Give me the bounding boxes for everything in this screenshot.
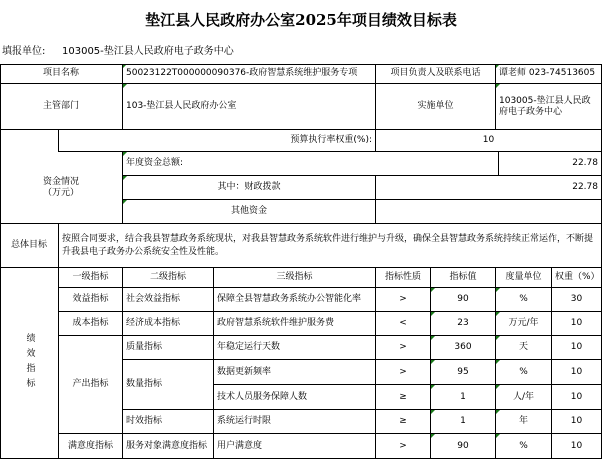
indicator-weight: 10 bbox=[552, 312, 602, 336]
funds-total-value: 22.78 bbox=[499, 152, 602, 176]
indicator-weight: 10 bbox=[552, 336, 602, 360]
indicator-nature: > bbox=[376, 336, 431, 360]
header-weight: 权重（%） bbox=[552, 268, 602, 288]
budget-weight-label: 预算执行率权重(%): bbox=[59, 130, 376, 152]
level2-social: 社会效益指标 bbox=[123, 288, 214, 312]
funds-label: 资金情况 （万元） bbox=[0, 152, 123, 224]
header-level2: 二级指标 bbox=[123, 268, 214, 288]
funds-fiscal-label: 其中：财政拨款 bbox=[123, 176, 376, 200]
indicator-name: 保障全县智慧政务系统办公智能化率 bbox=[214, 288, 376, 312]
indicator-name: 用户满意度 bbox=[214, 434, 376, 459]
indicator-value: 360 bbox=[431, 336, 496, 360]
indicator-unit: 人/年 bbox=[496, 385, 552, 410]
indicator-unit: 万元/年 bbox=[496, 312, 552, 336]
level1-cost: 成本指标 bbox=[59, 312, 123, 336]
indicator-nature: > bbox=[376, 434, 431, 459]
dept-label: 主管部门 bbox=[0, 84, 123, 130]
indicator-nature: ≥ bbox=[376, 410, 431, 434]
perf-label bbox=[0, 268, 59, 459]
level2-quality: 质量指标 bbox=[123, 336, 214, 360]
indicator-name: 技术人员服务保障人数 bbox=[214, 385, 376, 410]
indicator-nature: ≥ bbox=[376, 385, 431, 410]
fill-unit-label: 填报单位: bbox=[2, 46, 46, 57]
page-title: 垫江县人民政府办公室2025年项目绩效目标表 bbox=[145, 11, 457, 29]
project-name-label: 项目名称 bbox=[0, 64, 123, 84]
indicator-unit: 天 bbox=[496, 336, 552, 360]
fill-unit bbox=[2, 45, 234, 65]
level1-output: 产出指标 bbox=[59, 336, 123, 434]
indicator-name: 政府智慧系统软件维护服务费 bbox=[214, 312, 376, 336]
budget-weight-spacer bbox=[0, 130, 59, 152]
indicator-value: 95 bbox=[431, 360, 496, 385]
indicator-nature: > bbox=[376, 360, 431, 385]
perf-label-text: 绩效指标 bbox=[24, 333, 35, 393]
indicator-value: 90 bbox=[431, 434, 496, 459]
indicator-unit: % bbox=[496, 434, 552, 459]
indicator-name: 数据更新频率 bbox=[214, 360, 376, 385]
level2-timeliness: 时效指标 bbox=[123, 410, 214, 434]
indicator-weight: 10 bbox=[552, 434, 602, 459]
indicator-unit: % bbox=[496, 288, 552, 312]
indicator-value: 1 bbox=[431, 410, 496, 434]
funds-fiscal-value: 22.78 bbox=[376, 176, 602, 200]
level2-quantity: 数量指标 bbox=[123, 360, 214, 410]
indicator-weight: 10 bbox=[552, 385, 602, 410]
impl-value: 103005-垫江县人民政府电子政务中心 bbox=[496, 84, 602, 130]
level2-service-satisfaction: 服务对象满意度指标 bbox=[123, 434, 214, 459]
performance-table bbox=[0, 64, 602, 459]
goal-label: 总体目标 bbox=[0, 224, 59, 268]
level2-economic-cost: 经济成本指标 bbox=[123, 312, 214, 336]
dept-value: 103-垫江县人民政府办公室 bbox=[123, 84, 376, 130]
project-name-value: 50023122T000000090376-政府智慧系统维护服务专项 bbox=[123, 64, 376, 84]
header-nature: 指标性质 bbox=[376, 268, 431, 288]
indicator-weight: 30 bbox=[552, 288, 602, 312]
indicator-nature: > bbox=[376, 288, 431, 312]
indicator-unit: % bbox=[496, 360, 552, 385]
level1-benefit: 效益指标 bbox=[59, 288, 123, 312]
leader-label: 项目负责人及联系电话 bbox=[376, 64, 496, 84]
impl-label: 实施单位 bbox=[376, 84, 496, 130]
indicator-unit: 年 bbox=[496, 410, 552, 434]
goal-text: 按照合同要求，结合我县智慧政务系统现状，对我县智慧政务系统软件进行维护与升级，确保全县智慧政务系统持续正常运作，不断提升我县电子政务办公系统安全性及性能。 bbox=[59, 224, 602, 268]
funds-total-label: 年度资金总额: bbox=[123, 152, 499, 176]
funds-other-label: 其他资金 bbox=[123, 200, 376, 224]
header-level3: 三级指标 bbox=[214, 268, 376, 288]
indicator-value: 23 bbox=[431, 312, 496, 336]
leader-value: 谭老师 023-74513605 bbox=[496, 64, 602, 84]
indicator-nature: < bbox=[376, 312, 431, 336]
funds-other-value bbox=[376, 200, 602, 224]
header-level1: 一级指标 bbox=[59, 268, 123, 288]
indicator-name: 年稳定运行天数 bbox=[214, 336, 376, 360]
indicator-weight: 10 bbox=[552, 410, 602, 434]
budget-weight-value: 10 bbox=[376, 130, 602, 152]
indicator-value: 90 bbox=[431, 288, 496, 312]
header-unit: 度量单位 bbox=[496, 268, 552, 288]
fill-unit-value: 103005-垫江县人民政府电子政务中心 bbox=[62, 46, 234, 57]
indicator-name: 系统运行时限 bbox=[214, 410, 376, 434]
indicator-weight: 10 bbox=[552, 360, 602, 385]
header-value: 指标值 bbox=[431, 268, 496, 288]
indicator-value: 1 bbox=[431, 385, 496, 410]
level1-satisfaction: 满意度指标 bbox=[59, 434, 123, 459]
